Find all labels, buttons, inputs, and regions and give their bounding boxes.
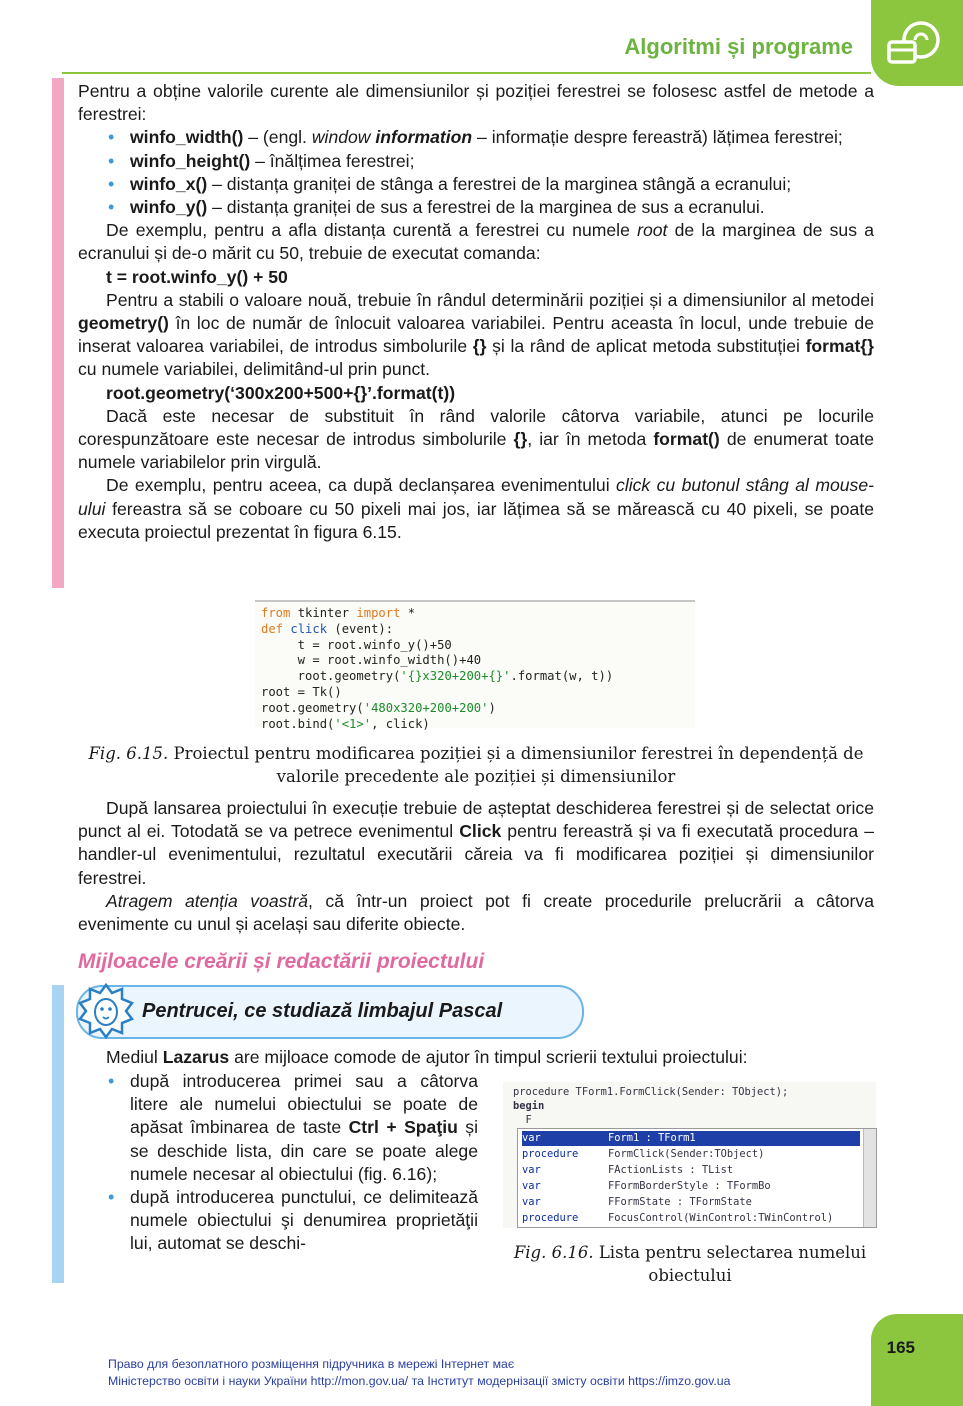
autocomplete-item[interactable]: procedure FormClick(Sender:TObject) xyxy=(522,1148,765,1160)
autocomplete-item[interactable]: var FFormState : TFormState xyxy=(522,1196,752,1208)
paragraph: De exemplu, pentru aceea, ca după declanșarea evenimentului click cu butonul stâng al mouse-ului fereastra să se coboare cu 50 pixeli mai jos, iar lățimea să se mărească cu 40 pixeli, se poate executa proiectul prezentat în figura 6.15. xyxy=(78,475,874,542)
footer xyxy=(108,1356,730,1390)
code-line: from tkinter import * xyxy=(261,606,416,620)
side-bar-pink xyxy=(52,78,64,588)
list-item: • winfo_width() – (engl. window information – informație despre fereastră) lățimea ferestrei; xyxy=(130,126,874,149)
code-line: root = Tk() xyxy=(261,684,342,699)
paragraph: Atragem atenția voastră, că într-un proiect pot fi create procedurile prelucrării a câtorva evenimente cu unul și același sau diferite obiecte. xyxy=(78,890,875,935)
code-line: def click (event): xyxy=(261,621,394,636)
list-item: • winfo_height() – înălțimea ferestrei; xyxy=(130,150,874,173)
code-line: procedure TForm1.FormClick(Sender: TObject); xyxy=(513,1086,789,1098)
paragraph: După lansarea proiectului în execuție trebuie de așteptat deschiderea ferestrei și de selectat orice punct al ei. Totodată se va petrece evenimentul Click pentru fereastră și va fi executată procedura – handler-ul evenimentului, rezultatul executării căreia va fi modificarea poziției și dimensiunilor ferestrei. xyxy=(78,798,874,888)
code-line: F xyxy=(513,1114,532,1126)
method-list xyxy=(78,126,874,219)
autocomplete-item[interactable]: var FFormBorderStyle : TFormBo xyxy=(522,1180,771,1192)
code-line: t = root.winfo_y()+50 xyxy=(261,637,452,652)
code-line: root.bind('<1>', click) xyxy=(261,716,430,731)
autocomplete-item[interactable]: var Form1 : TForm1 xyxy=(522,1131,860,1146)
intro-paragraph: Pentru a obține valorile curente ale dimensiunilor și poziției ferestrei se folosesc astfel de metode a ferestrei: xyxy=(78,81,874,125)
autocomplete-item[interactable]: var FActionLists : TList xyxy=(522,1164,734,1176)
main-text-2 xyxy=(78,797,874,936)
list-item: • winfo_x() – distanța graniței de stânga a ferestrei de la marginea stângă a ecranului; xyxy=(130,173,874,196)
pascal-banner xyxy=(76,985,584,1039)
paragraph: De exemplu, pentru a afla distanța curentă a ferestrei cu numele root de la marginea de sus a ecranului și de-o mărit cu 50, trebuie de executat comanda: xyxy=(78,220,874,264)
figure-6-15-caption: Fig. 6.15. Proiectul pentru modificarea poziției și a dimensiunilor ferestrei în dependență de valorile precedente ale poziției și dimensiunilor xyxy=(88,744,864,786)
code-command: root.geometry(‘300x200+500+{}’.format(t)) xyxy=(106,382,456,403)
scrollbar xyxy=(863,1129,876,1227)
paragraph: Dacă este necesar de substituit în rând valorile câtorva variabile, atunci pe locurile corespunzătoare este necesar de introdus simbolurile {}, iar în metoda format() de enumerat toate numele variabilelor prin virgulă. xyxy=(78,405,874,473)
side-bar-blue xyxy=(52,985,64,1283)
code-line: root.geometry('{}x320+200+{}'.format(w, t)) xyxy=(261,669,614,684)
chapter-icon xyxy=(885,16,945,72)
code-command: t = root.winfo_y() + 50 xyxy=(106,266,288,287)
section-title: Mijloacele creării și redactării proiectului xyxy=(78,950,485,973)
main-text-1 xyxy=(78,80,874,544)
chapter-tab xyxy=(871,0,963,86)
code-line: root.geometry('480x320+200+200') xyxy=(261,700,496,715)
footer-line: Міністерство освіти і науки України http://mon.gov.ua/ та Інститут модернізації змісту освіти https://imzo.gov.ua xyxy=(108,1374,731,1388)
figure-6-16-autocomplete xyxy=(503,1082,876,1228)
footer-line: Право для безоплатного розміщення підручника в мережі Інтернет має xyxy=(108,1357,515,1371)
list-item: • după introducerea punctului, ce delimitează numele obiectului şi denumirea proprietăţii lui, automat se deschi- xyxy=(130,1186,478,1256)
page-number: 165 xyxy=(886,1338,915,1357)
page-number-tab xyxy=(871,1314,963,1406)
lazarus-intro xyxy=(78,1046,874,1069)
chapter-title: Algoritmi și programe xyxy=(624,34,853,59)
autocomplete-list xyxy=(517,1128,877,1228)
paragraph: Pentru a stabili o valoare nouă, trebuie în rândul determinării poziției și a dimensiunilor al metodei geometry() în loc de număr de înlocuit valoarea variabilei. Pentru aceasta în locul, unde trebuie de inserat valoarea variabilei, de introdus simbolurile {} și la rând de aplicat metoda substituției format{} cu numele variabilei, delimitând-ul prin punct. xyxy=(78,289,874,380)
list-item: • winfo_y() – distanța graniței de sus a ferestrei de la marginea de sus a ecranului. xyxy=(130,196,874,219)
paragraph: Mediul Lazarus are mijloace comode de ajutor în timpul scrierii textului proiectului: xyxy=(106,1047,748,1067)
code-line: begin xyxy=(513,1100,545,1112)
autocomplete-item[interactable]: procedure FocusControl(WinControl:TWinControl) xyxy=(522,1212,834,1224)
header-rule xyxy=(62,72,871,74)
figure-6-16-caption: Fig. 6.16. Lista pentru selectarea numelui obiectului xyxy=(513,1243,867,1285)
lazarus-list xyxy=(78,1070,478,1256)
figure-6-15-code xyxy=(255,600,695,731)
list-item: • după introducerea primei sau a câtorva litere ale numelui obiectului se poate de apăsat îmbinarea de taste Ctrl + Spaţiu și se deschide lista, din care se poate alege numele necesar al obiectului (fig. 6.16); xyxy=(130,1070,478,1186)
lazarus-bullets xyxy=(78,1070,478,1256)
code-line: w = root.winfo_width()+40 xyxy=(261,653,482,668)
pascal-banner-label: Pentrucei, ce studiază limbajul Pascal xyxy=(142,1000,503,1022)
lion-logo-icon xyxy=(76,981,136,1041)
